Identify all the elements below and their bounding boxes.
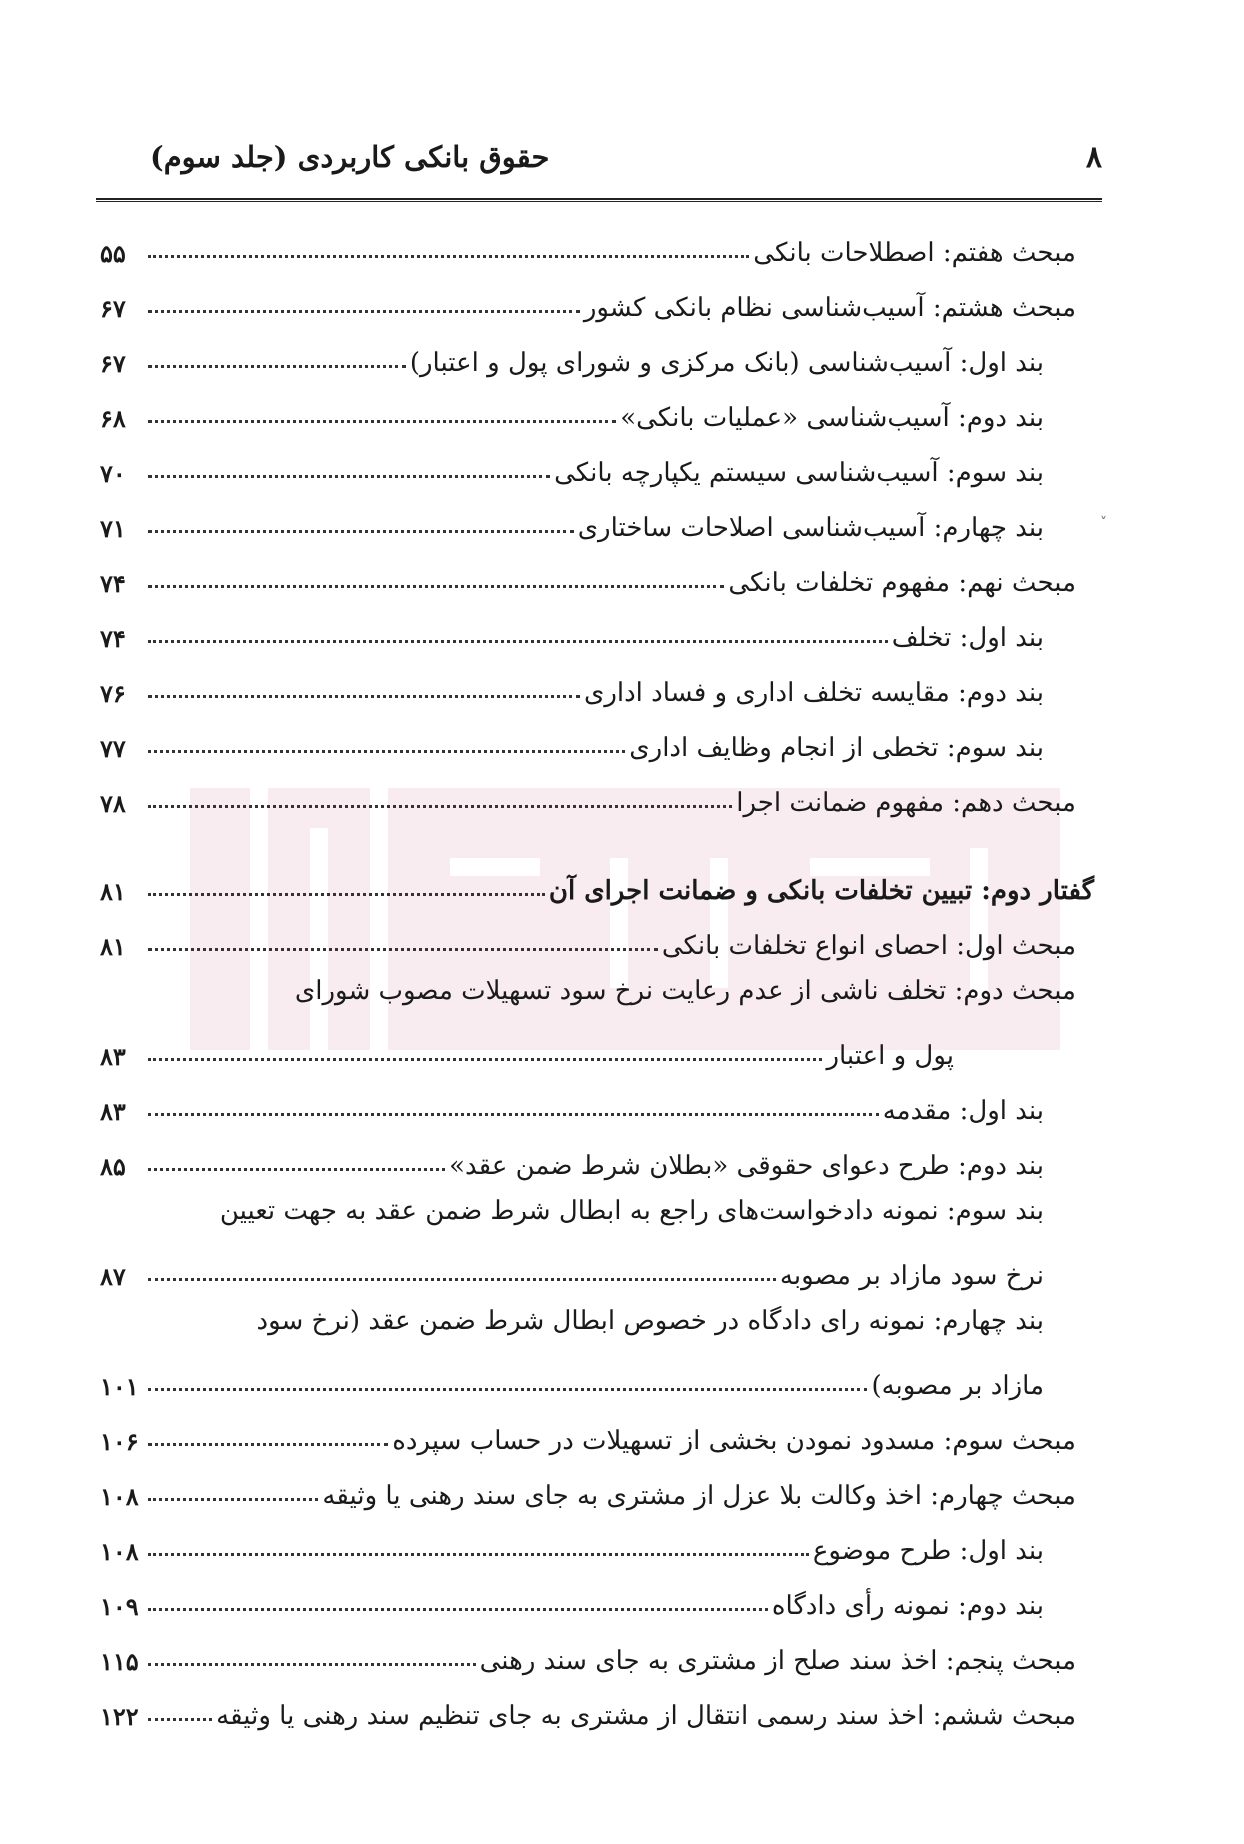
toc-entry[interactable] — [100, 558, 1076, 598]
toc-leader — [148, 948, 658, 951]
toc-label: مبحث چهارم: اخذ وکالت بلا عزل از مشتری به جای سند رهنی یا وثیقه — [322, 1481, 1076, 1511]
toc-entry[interactable] — [100, 613, 1044, 653]
toc-leader — [148, 1113, 879, 1116]
toc-label: بند اول: مقدمه — [882, 1096, 1044, 1126]
toc-label: مبحث سوم: مسدود نمودن بخشی از تسهیلات در حساب سپرده — [392, 1426, 1076, 1456]
toc-leader — [148, 1388, 867, 1391]
toc-entry-multiline[interactable] — [180, 976, 1076, 1016]
toc-label: مبحث هشتم: آسیب‌شناسی نظام بانکی کشور — [583, 293, 1076, 323]
toc-label: بند دوم: آسیب‌شناسی «عملیات بانکی» — [620, 403, 1044, 433]
toc-page-number: ۶۷ — [100, 294, 126, 323]
toc-leader — [148, 1278, 776, 1281]
toc-entry[interactable] — [100, 1141, 1044, 1181]
book-title: حقوق بانکی کاربردی (جلد سوم) — [150, 140, 550, 174]
toc-leader — [148, 805, 732, 808]
toc-page-number: ۸۵ — [100, 1152, 126, 1181]
toc-page-number: ۸۳ — [100, 1097, 126, 1126]
toc-label: نرخ سود مازاد بر مصوبه — [779, 1261, 1044, 1291]
toc-page-number: ۱۰۱ — [100, 1372, 139, 1401]
toc-label: گفتار دوم: تبیین تخلفات بانکی و ضمانت اجرای آن — [548, 876, 1094, 906]
toc-entry-continuation[interactable] — [100, 1251, 1044, 1291]
toc-leader — [148, 750, 625, 753]
toc-entry[interactable] — [100, 668, 1044, 708]
page-number: ۸ — [1085, 140, 1102, 175]
toc-leader — [148, 695, 580, 698]
toc-page-number: ۱۰۶ — [100, 1427, 139, 1456]
toc-page-number: ۱۱۵ — [100, 1647, 139, 1676]
toc-entry[interactable] — [100, 448, 1044, 488]
toc-page-number: ۷۷ — [100, 734, 126, 763]
toc-page-number: ۷۴ — [100, 569, 126, 598]
toc-leader — [148, 1608, 768, 1611]
toc-leader — [148, 1498, 318, 1501]
toc-label: مبحث نهم: مفهوم تخلفات بانکی — [728, 568, 1076, 598]
toc-label: بند اول: طرح موضوع — [812, 1536, 1044, 1566]
toc-label: مبحث دوم: تخلف ناشی از عدم رعایت نرخ سود تسهیلات مصوب شورای — [294, 976, 1076, 1006]
toc-page-number: ۵۵ — [100, 239, 126, 268]
toc-leader — [148, 585, 724, 588]
toc-entry[interactable] — [100, 921, 1076, 961]
toc-label: مبحث پنجم: اخذ سند صلح از مشتری به جای سند رهنی — [479, 1646, 1076, 1676]
margin-mark-icon: ˅ — [1100, 515, 1107, 531]
toc-label: مبحث ششم: اخذ سند رسمی انتقال از مشتری به جای تنظیم سند رهنی یا وثیقه — [216, 1701, 1076, 1731]
toc-leader — [148, 1553, 809, 1556]
toc-label: بند سوم: نمونه دادخواست‌های راجع به ابطال شرط ضمن عقد به جهت تعیین — [219, 1196, 1044, 1226]
toc-entry[interactable] — [100, 1636, 1076, 1676]
toc-page-number: ۶۸ — [100, 404, 126, 433]
toc-label: بند دوم: طرح دعوای حقوقی «بطلان شرط ضمن عقد» — [449, 1151, 1044, 1181]
toc-page-number: ۸۱ — [100, 877, 126, 906]
toc-leader — [148, 893, 545, 896]
toc-label: بند چهارم: آسیب‌شناسی اصلاحات ساختاری — [577, 513, 1044, 543]
toc-page-number: ۷۰ — [100, 459, 126, 488]
toc-leader — [148, 530, 574, 533]
toc-leader — [148, 1058, 822, 1061]
toc-leader — [148, 365, 406, 368]
toc-leader — [148, 1663, 476, 1666]
toc-entry-continuation[interactable] — [100, 1031, 954, 1071]
toc-label: بند اول: آسیب‌شناسی (بانک مرکزی و شورای پول و اعتبار) — [409, 348, 1044, 378]
toc-leader — [148, 1718, 212, 1721]
toc-leader — [148, 255, 749, 258]
toc-label: پول و اعتبار — [826, 1041, 954, 1071]
toc-entry[interactable] — [100, 228, 1076, 268]
toc-page-number: ۸۷ — [100, 1262, 126, 1291]
toc-label: بند چهارم: نمونه رای دادگاه در خصوص ابطال شرط ضمن عقد (نرخ سود — [256, 1306, 1044, 1336]
toc-page-number: ۸۱ — [100, 932, 126, 961]
toc-page-number: ۷۸ — [100, 789, 126, 818]
toc-label: مبحث هفتم: اصطلاحات بانکی — [753, 238, 1076, 268]
toc-leader — [148, 420, 616, 423]
toc-leader — [148, 1168, 445, 1171]
toc-label: بند دوم: مقایسه تخلف اداری و فساد اداری — [583, 678, 1044, 708]
toc-entry[interactable] — [100, 1691, 1076, 1731]
page-header — [100, 140, 1102, 180]
toc-entry[interactable] — [100, 778, 1076, 818]
toc-entry[interactable] — [100, 503, 1044, 543]
toc-entry[interactable] — [100, 338, 1044, 378]
toc-entry-continuation[interactable] — [100, 1361, 1044, 1401]
toc-label: مبحث اول: احصای انواع تخلفات بانکی — [661, 931, 1076, 961]
toc-label: مبحث دهم: مفهوم ضمانت اجرا — [736, 788, 1076, 818]
toc-page-number: ۷۶ — [100, 679, 126, 708]
toc-entry[interactable] — [100, 1526, 1044, 1566]
toc-page-number: ۱۲۲ — [100, 1702, 139, 1731]
toc-entry[interactable] — [100, 393, 1044, 433]
toc-entry-multiline[interactable] — [180, 1306, 1044, 1346]
toc-page-number: ۶۷ — [100, 349, 126, 378]
toc-entry[interactable] — [100, 1086, 1044, 1126]
toc-leader — [148, 310, 580, 313]
toc-page-number: ۱۰۸ — [100, 1482, 139, 1511]
toc-section-heading[interactable] — [100, 866, 1094, 906]
toc-label: بند سوم: تخطی از انجام وظایف اداری — [629, 733, 1044, 763]
toc-label: بند سوم: آسیب‌شناسی سیستم یکپارچه بانکی — [554, 458, 1044, 488]
toc-label: مازاد بر مصوبه) — [871, 1371, 1044, 1401]
toc-entry[interactable] — [100, 283, 1076, 323]
toc-entry[interactable] — [100, 723, 1044, 763]
header-rule — [96, 198, 1102, 202]
toc-page-number: ۸۳ — [100, 1042, 126, 1071]
toc-leader — [148, 640, 888, 643]
toc-leader — [148, 475, 550, 478]
toc-label: بند اول: تخلف — [891, 623, 1044, 653]
toc-entry[interactable] — [100, 1581, 1044, 1621]
toc-entry[interactable] — [100, 1416, 1076, 1456]
toc-page-number: ۷۱ — [100, 514, 126, 543]
toc-page-number: ۷۴ — [100, 624, 126, 653]
toc-entry[interactable] — [100, 1471, 1076, 1511]
toc-entry-multiline[interactable] — [180, 1196, 1044, 1236]
toc-label: بند دوم: نمونه رأی دادگاه — [771, 1591, 1044, 1621]
toc-page-number: ۱۰۸ — [100, 1537, 139, 1566]
toc-leader — [148, 1443, 388, 1446]
toc-page-number: ۱۰۹ — [100, 1592, 139, 1621]
